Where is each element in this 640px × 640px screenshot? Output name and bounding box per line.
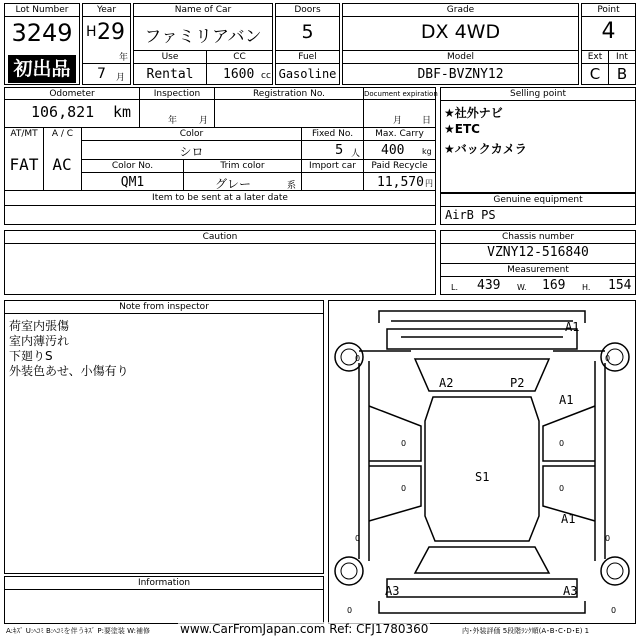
damage-front-bumper: A1 xyxy=(565,320,580,334)
ac-label: A / C xyxy=(51,129,74,139)
year-value: 29 xyxy=(97,20,125,45)
footer-watermark: www.CarFromJapan.com Ref: CFJ1780360 xyxy=(180,622,429,636)
import-label: Import car xyxy=(309,161,356,171)
month-value: 7 xyxy=(97,66,106,82)
height-label: H. xyxy=(582,283,591,292)
grade-label: Grade xyxy=(343,4,578,17)
selling-point-box xyxy=(440,87,636,193)
damage-roof-center: S1 xyxy=(475,470,490,484)
zero-mark-10: 0 xyxy=(611,606,617,615)
caution-label: Caution xyxy=(5,231,435,244)
odometer-unit: km xyxy=(113,103,132,121)
use-value: Rental xyxy=(146,67,194,82)
chassis-value: VZNY12-516840 xyxy=(487,245,589,260)
cc-unit: cc xyxy=(261,71,271,81)
damage-right-rear-door: A1 xyxy=(561,512,576,526)
month-suffix: 月 xyxy=(116,73,126,83)
carry-label: Max. Carry xyxy=(375,129,424,139)
windshield-outline xyxy=(415,359,549,391)
odometer-label: Odometer xyxy=(49,89,95,99)
rear-glass-outline xyxy=(415,547,549,573)
equipment-value: AirB PS xyxy=(445,208,496,222)
int-label: Int xyxy=(609,51,635,64)
model-value: DBF-BVZNY12 xyxy=(417,67,504,82)
lot-number-box xyxy=(4,3,80,85)
model-label: Model xyxy=(343,51,578,64)
width-value: 169 xyxy=(542,278,566,293)
zero-mark-5: 0 xyxy=(401,484,407,493)
atmt-value: FAT xyxy=(9,155,39,174)
registration-label: Registration No. xyxy=(252,89,326,99)
color-no-label: Color No. xyxy=(111,161,154,171)
inspector-line-4: 外装色あせ、小傷有り xyxy=(9,364,129,378)
later-label: Item to be sent at a later date xyxy=(152,193,288,203)
fuel-label: Fuel xyxy=(276,51,339,64)
zero-mark-1: 0 xyxy=(355,354,361,363)
equipment-box xyxy=(440,193,636,225)
zero-mark-8: 0 xyxy=(605,534,611,543)
recycle-unit: 円 xyxy=(425,179,433,188)
use-label: Use xyxy=(134,51,206,64)
year-label: Year xyxy=(83,4,130,17)
fixed-value: 5 xyxy=(335,143,344,158)
wheel-rear-left xyxy=(335,557,363,585)
fuel-value: Gasoline xyxy=(278,67,337,81)
color-value: シロ xyxy=(179,145,204,159)
cc-label: CC xyxy=(207,51,272,64)
wheel-rear-right xyxy=(601,557,629,585)
hood-outline xyxy=(387,329,577,349)
damage-roof-left: A2 xyxy=(439,376,454,390)
chassis-label: Chassis number xyxy=(441,231,635,244)
carry-unit: kg xyxy=(422,147,432,156)
rear-bumper-outline xyxy=(379,601,585,613)
carry-value: 400 xyxy=(381,143,405,158)
inspection-month: 月 xyxy=(199,116,209,126)
selling-point-label: Selling point xyxy=(441,88,635,101)
measurement-label: Measurement xyxy=(441,263,635,277)
point-box xyxy=(581,3,636,85)
length-value: 439 xyxy=(477,278,501,293)
selling-point-1: ★社外ナビ xyxy=(444,106,503,120)
doc-exp-day: 日 xyxy=(422,116,432,126)
length-label: L. xyxy=(451,283,458,292)
fixed-label: Fixed No. xyxy=(311,129,354,139)
ext-value: C xyxy=(589,65,601,83)
height-value: 154 xyxy=(608,278,632,293)
cc-value: 1600 xyxy=(223,67,255,82)
footer-legend-right: 内･外装評価 5段階ﾗﾝｸ順(A･B･C･D･E) 1 xyxy=(462,627,590,635)
grade-box xyxy=(342,3,579,85)
zero-mark-4: 0 xyxy=(559,439,565,448)
zero-mark-9: 0 xyxy=(347,606,353,615)
chassis-box xyxy=(440,230,636,295)
inspector-line-3: 下廻りS xyxy=(9,349,53,363)
doc-exp-month: 月 xyxy=(393,116,403,126)
lot-number: 3249 xyxy=(11,19,73,47)
doors-label: Doors xyxy=(276,4,339,17)
inspector-line-1: 荷室内張傷 xyxy=(9,319,70,333)
car-name: ファミリアバン xyxy=(144,27,262,47)
grade-value: DX 4WD xyxy=(420,21,501,43)
damage-rear-right: A3 xyxy=(563,584,578,598)
inspector-box xyxy=(4,300,324,574)
ac-value: AC xyxy=(52,155,72,174)
doors-value: 5 xyxy=(301,21,314,43)
roof-outline xyxy=(425,397,539,541)
width-label: W. xyxy=(517,283,527,292)
trim-value: グレー xyxy=(215,177,252,191)
recycle-label: Paid Recycle xyxy=(371,161,428,171)
inspector-label: Note from inspector xyxy=(5,301,323,314)
lot-number-label: Lot Number xyxy=(5,4,79,17)
selling-point-3: ★バックカメラ xyxy=(444,142,527,156)
details-box xyxy=(4,87,436,225)
inspection-year: 年 xyxy=(168,116,178,126)
int-value: B xyxy=(616,65,628,83)
year-box xyxy=(82,3,131,85)
zero-mark-6: 0 xyxy=(559,484,565,493)
era: H xyxy=(86,24,97,40)
damage-rear-left: A3 xyxy=(385,584,400,598)
atmt-label: AT/MT xyxy=(10,129,38,139)
color-label: Color xyxy=(179,129,204,139)
car-diagram-box xyxy=(328,300,636,624)
fixed-unit: 人 xyxy=(351,149,361,159)
doors-box xyxy=(275,3,340,85)
footer-legend: A:ｷｽﾞ U:ﾍｺﾐ B:ﾍｺﾐを伴うｷｽﾞ P:要塗装 W:補修 xyxy=(6,627,151,635)
inspector-line-2: 室内薄汚れ xyxy=(9,334,70,348)
year-suffix: 年 xyxy=(119,53,129,63)
car-diagram xyxy=(329,301,635,623)
zero-mark-3: 0 xyxy=(401,439,407,448)
doc-exp-label: Document expiration xyxy=(364,90,438,98)
color-no-value: QM1 xyxy=(120,175,145,190)
name-box xyxy=(133,3,273,85)
inspection-label: Inspection xyxy=(153,89,201,99)
caution-box xyxy=(4,230,436,295)
trim-suffix: 系 xyxy=(287,181,297,191)
information-label: Information xyxy=(5,577,323,590)
point-label: Point xyxy=(582,4,635,17)
recycle-value: 11,570 xyxy=(377,175,424,190)
first-listing-badge: 初出品 xyxy=(8,55,76,83)
trim-label: Trim color xyxy=(220,161,265,171)
damage-right-front-door: A1 xyxy=(559,393,574,407)
ext-label: Ext xyxy=(582,51,608,64)
point-value: 4 xyxy=(601,19,616,44)
name-label: Name of Car xyxy=(134,4,272,17)
information-box xyxy=(4,576,324,624)
equipment-label: Genuine equipment xyxy=(441,194,635,207)
selling-point-2: ★ETC xyxy=(444,122,480,136)
zero-mark-7: 0 xyxy=(355,534,361,543)
damage-roof-right: P2 xyxy=(510,376,525,390)
odometer-value: 106,821 xyxy=(31,103,95,121)
zero-mark-2: 0 xyxy=(605,354,611,363)
